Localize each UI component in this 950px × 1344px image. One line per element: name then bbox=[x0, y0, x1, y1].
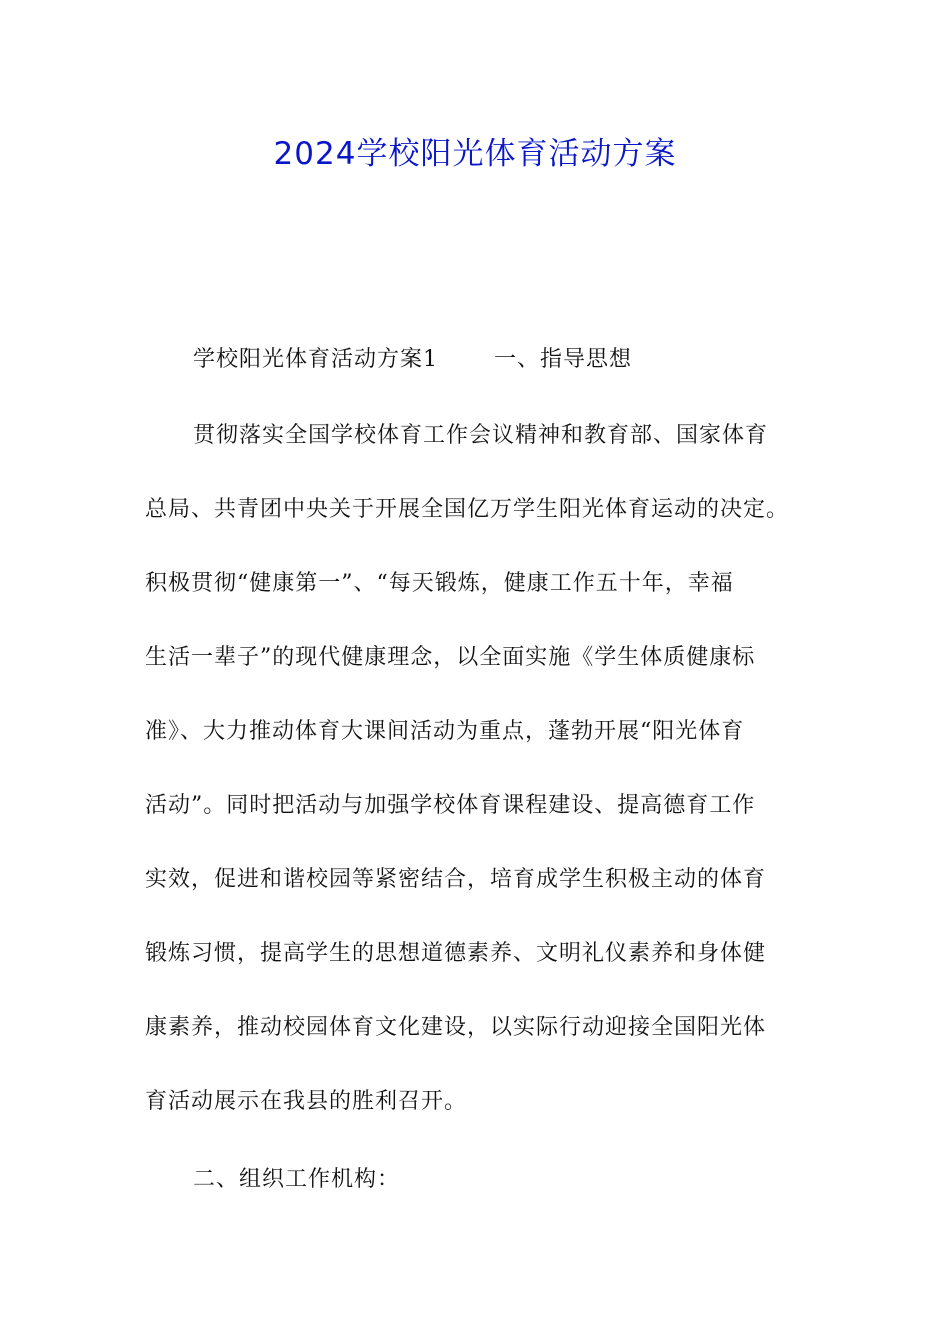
paragraph-line: 积极贯彻“健康第一”、“每天锻炼，健康工作五十年，幸福 bbox=[145, 571, 734, 596]
paragraph-line: 生活一辈子”的现代健康理念，以全面实施《学生体质健康标 bbox=[145, 645, 756, 670]
subheading-guiding-ideology: 一、指导思想 bbox=[494, 347, 633, 372]
section-heading-line bbox=[193, 342, 873, 378]
paragraph-line: 贯彻落实全国学校体育工作会议精神和教育部、国家体育 bbox=[193, 423, 769, 448]
document-title: 2024学校阳光体育活动方案 bbox=[273, 136, 677, 172]
paragraph-line: 锻炼习惯，提高学生的思想道德素养、文明礼仪素养和身体健 bbox=[145, 941, 767, 966]
paragraph-line: 康素养，推动校园体育文化建设，以实际行动迎接全国阳光体 bbox=[145, 1015, 767, 1040]
paragraph-line: 实效，促进和谐校园等紧密结合，培育成学生积极主动的体育 bbox=[145, 867, 767, 892]
paragraph-line: 总局、共青团中央关于开展全国亿万学生阳光体育运动的决定。 bbox=[145, 497, 790, 522]
section-heading: 学校阳光体育活动方案1 bbox=[193, 347, 438, 372]
subheading-organization: 二、组织工作机构： bbox=[193, 1167, 401, 1192]
paragraph-line: 活动”。同时把活动与加强学校体育课程建设、提高德育工作 bbox=[145, 793, 756, 818]
paragraph-line: 准》、大力推动体育大课间活动为重点，蓬勃开展“阳光体育 bbox=[145, 719, 745, 744]
paragraph-line: 育活动展示在我县的胜利召开。 bbox=[145, 1089, 468, 1114]
